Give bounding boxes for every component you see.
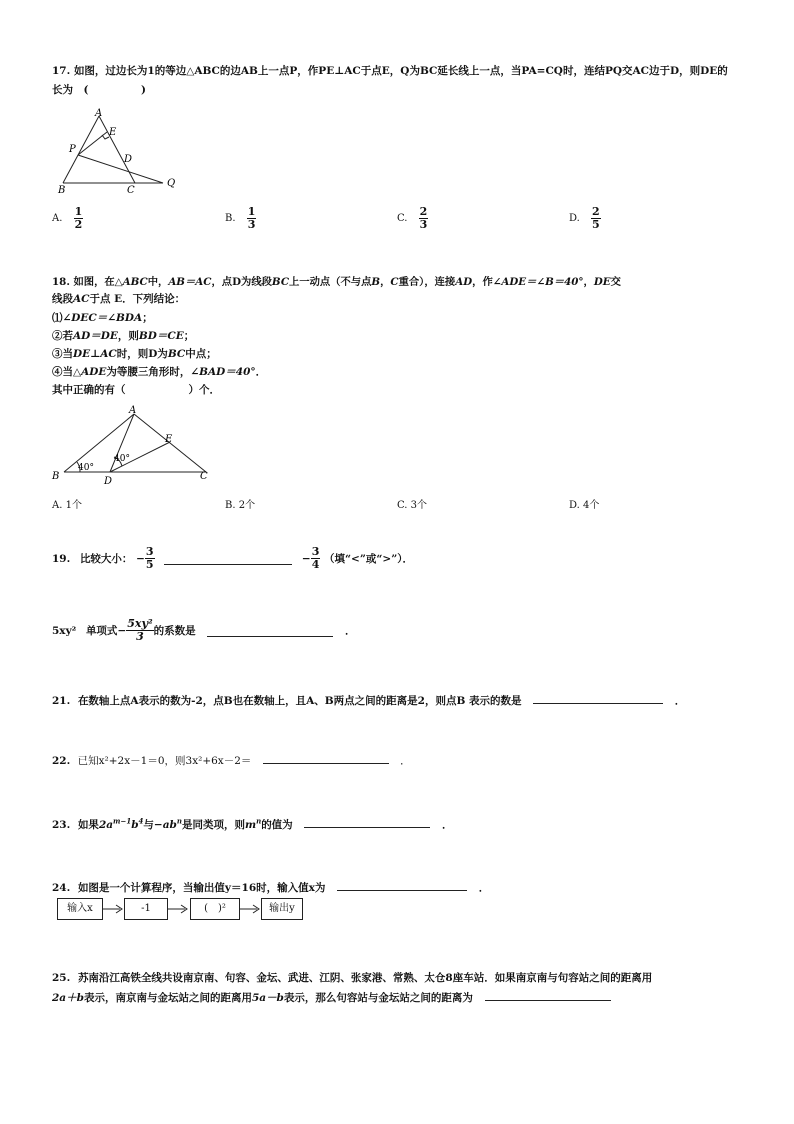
text: ； — [183, 330, 195, 342]
q18-figure — [50, 402, 220, 486]
flow-input-box: 输入x — [57, 898, 103, 920]
q20 — [52, 618, 355, 643]
period: ． — [400, 755, 411, 767]
period: ． — [478, 882, 490, 894]
option-key: C. — [397, 213, 408, 224]
text: 中点； — [185, 348, 217, 360]
text: ， — [380, 276, 391, 288]
math: 2a＋b — [52, 992, 84, 1004]
fraction: $\frac{3}{4}$ — [311, 545, 320, 571]
text: 如图，在△ — [73, 276, 123, 288]
text: 交 — [610, 276, 621, 288]
arrow-right-icon — [239, 903, 261, 915]
q25-stem: 苏南沿江高铁全线共设南京南、句容、金坛、武进、江阴、张家港、常熟、太仓8座车站．如果南京南与句容站之间的距离用 — [77, 972, 653, 984]
q22-stem: 已知x²+2x－1＝0，则3x²+6x－2＝ — [77, 755, 252, 767]
q17-line2: 长为 ( ) — [52, 84, 146, 96]
fig-label: C — [127, 185, 135, 194]
math: DE⊥AC — [73, 348, 117, 360]
fig-label: E — [109, 127, 117, 138]
math: DE — [593, 276, 611, 288]
math: B — [371, 276, 381, 288]
answer-blank[interactable] — [304, 816, 430, 828]
q18-number: 18. — [52, 276, 70, 288]
q19-number: 19. — [52, 552, 71, 565]
arrow-right-icon — [167, 903, 189, 915]
math: 5a－b — [251, 992, 284, 1004]
text: ，作 — [472, 276, 493, 288]
q21 — [52, 692, 685, 708]
q18-conclusion-2 — [52, 328, 194, 343]
answer-blank[interactable] — [533, 692, 663, 704]
q24-number: 24. — [52, 882, 71, 894]
q17-option-b[interactable] — [225, 206, 256, 231]
text: 表示，南京南与金坛站之间的距离用 — [83, 992, 252, 1004]
q18-option-b[interactable]: B. 2个 — [225, 500, 256, 511]
q24-stem: 如图是一个计算程序，当输出值y＝16时，输入值x为 — [77, 882, 326, 894]
angle-label: 40° — [78, 463, 94, 473]
option-fraction: $\frac{1}{3}$ — [247, 205, 256, 231]
math-sup: n — [176, 816, 182, 826]
q20-stem: 单项式 — [85, 625, 118, 637]
option-fraction: $\frac{2}{3}$ — [419, 205, 428, 231]
minus-sign: − — [301, 552, 311, 565]
q17-option-d[interactable] — [569, 206, 601, 231]
text: ，则 — [117, 330, 139, 342]
text: 为等腰三角形时， — [106, 366, 191, 378]
math: AD＝DE — [73, 330, 118, 342]
q19 — [52, 546, 413, 571]
text: 中， — [147, 276, 169, 288]
text: 的值为 — [261, 819, 293, 831]
math: AB＝AC — [168, 276, 212, 288]
fig-label: E — [165, 434, 173, 445]
text: 时，则D为 — [116, 348, 168, 360]
math: 2a — [98, 819, 114, 831]
answer-blank[interactable] — [207, 625, 333, 637]
fig-label: Q — [167, 178, 176, 189]
q18-conclusion-1 — [52, 310, 153, 325]
text: 重合），连接 — [398, 276, 456, 288]
q20-number: 5xy² — [52, 624, 77, 637]
arrow-right-icon — [102, 903, 124, 915]
option-fraction: $\frac{1}{2}$ — [74, 205, 83, 231]
option-key: D. — [569, 213, 580, 224]
q22-number: 22. — [52, 755, 71, 767]
math: BC — [167, 348, 186, 360]
math-sup: 4 — [138, 816, 144, 826]
math: b — [131, 819, 139, 831]
math: ∠DEC＝∠BDA — [62, 312, 143, 324]
text: 是同类项，则 — [181, 819, 245, 831]
q18-option-d[interactable]: D. 4个 — [569, 500, 600, 511]
text: ； — [142, 312, 153, 324]
option-fraction: $\frac{2}{5}$ — [592, 205, 600, 231]
answer-blank[interactable] — [485, 989, 611, 1001]
math: AD — [455, 276, 473, 288]
fraction: $\frac{\text{5xy²}}{3}$ — [127, 617, 153, 643]
fig-label: B — [58, 185, 66, 194]
flow-output-box: 输出y — [261, 898, 303, 920]
q17-stem: 如图，过边长为1的等边△ABC的边AB上一点P，作PE⊥AC于点E，Q为BC延长线上一点，当PA=CQ时，连结PQ交AC边于D，则DE的 — [73, 65, 728, 77]
q18-tail: 其中正确的有（ ）个． — [52, 384, 220, 396]
text: ． — [255, 366, 267, 378]
text: ②若 — [52, 330, 73, 342]
q22 — [52, 752, 411, 768]
option-key: A. — [52, 213, 63, 224]
q17-line1 — [52, 63, 728, 78]
period: ． — [344, 625, 356, 637]
answer-blank[interactable] — [337, 879, 467, 891]
math-sup: n — [256, 816, 262, 826]
q23-number: 23. — [52, 819, 71, 831]
q17-option-c[interactable] — [397, 206, 428, 231]
fig-label: P — [69, 144, 76, 155]
math: ADE — [81, 366, 107, 378]
math: BC — [271, 276, 290, 288]
q24 — [52, 879, 489, 895]
q17-figure — [55, 106, 185, 194]
text: ⑴ — [52, 312, 63, 324]
q18-line1 — [52, 273, 621, 288]
q18-line2 — [52, 291, 185, 306]
period: ． — [442, 819, 453, 831]
text: 线段 — [52, 293, 73, 305]
minus-sign: − — [136, 552, 145, 565]
q21-stem: 在数轴上点A表示的数为-2，点B也在数轴上，且A、B两点之间的距离是2，则点B 表示的数是 — [77, 695, 522, 707]
text: ， — [583, 276, 594, 288]
q20-tail: 的系数是 — [153, 625, 196, 637]
math: ∠BAD＝40° — [190, 366, 256, 378]
q25-number: 25. — [52, 972, 71, 984]
fig-label: D — [104, 476, 113, 486]
q21-number: 21. — [52, 695, 71, 707]
q18-conclusion-4 — [52, 364, 266, 379]
answer-blank[interactable] — [263, 752, 389, 764]
text: 于点 E．下列结论： — [89, 293, 186, 305]
option-key: B. — [225, 213, 236, 224]
q18-option-a[interactable]: A. 1个 — [52, 500, 82, 511]
math-sup: m−1 — [113, 816, 132, 826]
flow-minus-one-box: -1 — [124, 898, 168, 920]
q18-conclusion-3 — [52, 346, 217, 361]
math: ABC — [122, 276, 148, 288]
q18-option-c[interactable]: C. 3个 — [397, 500, 428, 511]
angle-label: 40° — [114, 454, 130, 464]
text: 如果 — [77, 819, 99, 831]
answer-blank[interactable] — [164, 553, 292, 565]
math: C — [390, 276, 399, 288]
text: ④当△ — [52, 366, 82, 378]
text: 表示，那么句容站与金坛站之间的距离为 — [283, 992, 473, 1004]
q25-line2 — [52, 989, 611, 1005]
text: 上一动点（不与点 — [289, 276, 372, 288]
text: ，点D为线段 — [211, 276, 272, 288]
math: ∠ADE＝∠B＝40° — [492, 276, 584, 288]
fraction: $\frac{3}{5}$ — [145, 545, 154, 571]
fig-label: D — [124, 154, 133, 165]
text: 与 — [143, 819, 154, 831]
q25-line1 — [52, 970, 652, 985]
period: ． — [674, 695, 686, 707]
math: BD＝CE — [138, 330, 184, 342]
math: −ab — [153, 819, 177, 831]
q23 — [52, 816, 453, 832]
q19-stem: 比较大小： — [79, 553, 133, 565]
fig-label: A — [95, 108, 103, 119]
minus-sign: − — [117, 624, 127, 637]
flow-square-box: ( )² — [190, 898, 240, 920]
q17-option-a[interactable] — [52, 206, 83, 231]
math: m — [244, 819, 257, 831]
q19-tail: （填“<”或“>”）． — [324, 553, 414, 565]
text: ③当 — [52, 348, 73, 360]
fig-label: C — [200, 471, 208, 482]
q17-number: 17. — [52, 65, 71, 77]
fig-label: B — [52, 471, 60, 482]
math: AC — [73, 293, 90, 305]
fig-label: A — [129, 405, 137, 416]
